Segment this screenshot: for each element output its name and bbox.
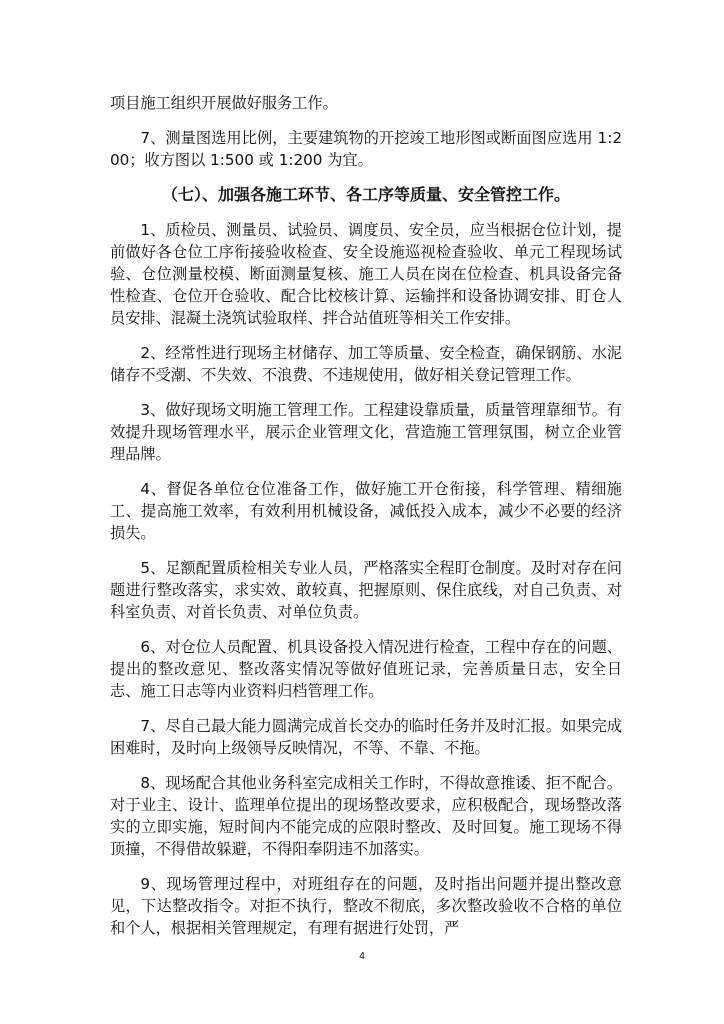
section-heading: （七）、加强各施工环节、各工序等质量、安全管控工作。 [161, 185, 570, 204]
paragraph-1: 1、质检员、测量员、试验员、调度员、安全员，应当根据仓位计划，提前做好各仓位工序衔接验收检查、安全设施巡视检查验收、单元工程现场试验、仓位测量校模、断面测量复核、施工人员在岗在位检查、机具设备完备性检查、仓位开仓验收、配合比校核计算、运输拌和设备协调安排、盯仓人员安排、混凝土浇筑试验取样、拌合站值班等相关工作安排。 [110, 221, 622, 327]
paragraph-7: 7、尽自己最大能力圆满完成首长交办的临时任务并及时汇报。如果完成困难时，及时向上级领导反映情况，不等、不靠、不拖。 [110, 717, 622, 757]
paragraph-4: 4、督促各单位仓位准备工作，做好施工开仓衔接，科学管理、精细施工、提高施工效率，有效利用机械设备，减低投入成本，减少不必要的经济损失。 [110, 480, 622, 542]
page-body [110, 92, 622, 939]
paragraph-6: 6、对仓位人员配置、机具设备投入情况进行检查，工程中存在的问题、提出的整改意见、整改落实情况等做好值班记录，完善质量日志，安全日志、施工日志等内业资料归档管理工作。 [110, 638, 622, 700]
survey-scale-paragraph: 7、测量图选用比例，主要建筑物的开挖竣工地形图或断面图应选用 1:200；收方图以 1:500 或 1:200 为宜。 [110, 129, 622, 169]
paragraph-3: 3、做好现场文明施工管理工作。工程建设靠质量，质量管理靠细节。有效提升现场管理水平，展示企业管理文化，营造施工管理氛围，树立企业管理品牌。 [110, 401, 622, 463]
paragraph-5: 5、足额配置质检相关专业人员，严格落实全程盯仓制度。及时对存在问题进行整改落实，求实效、敢较真、把握原则、保住底线，对自己负责、对科室负责、对首长负责、对单位负责。 [110, 559, 622, 621]
paragraph-8: 8、现场配合其他业务科室完成相关工作时，不得故意推诿、拒不配合。对于业主、设计、监理单位提出的现场整改要求，应积极配合，现场整改落实的立即实施，短时间内不能完成的应限时整改、及时回复。施工现场不得顶撞，不得借故躲避，不得阳奉阴违不加落实。 [110, 774, 622, 858]
paragraph-9: 9、现场管理过程中，对班组存在的问题，及时指出问题并提出整改意见，下达整改指令。对拒不执行，整改不彻底，多次整改验收不合格的单位和个人，根据相关管理规定，有理有据进行处罚，严 [110, 875, 622, 937]
paragraph-2: 2、经常性进行现场主材储存、加工等质量、安全检查，确保钢筋、水泥储存不受潮、不失效、不浪费、不违规使用，做好相关登记管理工作。 [110, 344, 622, 384]
continuation-paragraph: 项目施工组织开展做好服务工作。 [110, 94, 338, 112]
page-number: 4 [359, 951, 365, 962]
